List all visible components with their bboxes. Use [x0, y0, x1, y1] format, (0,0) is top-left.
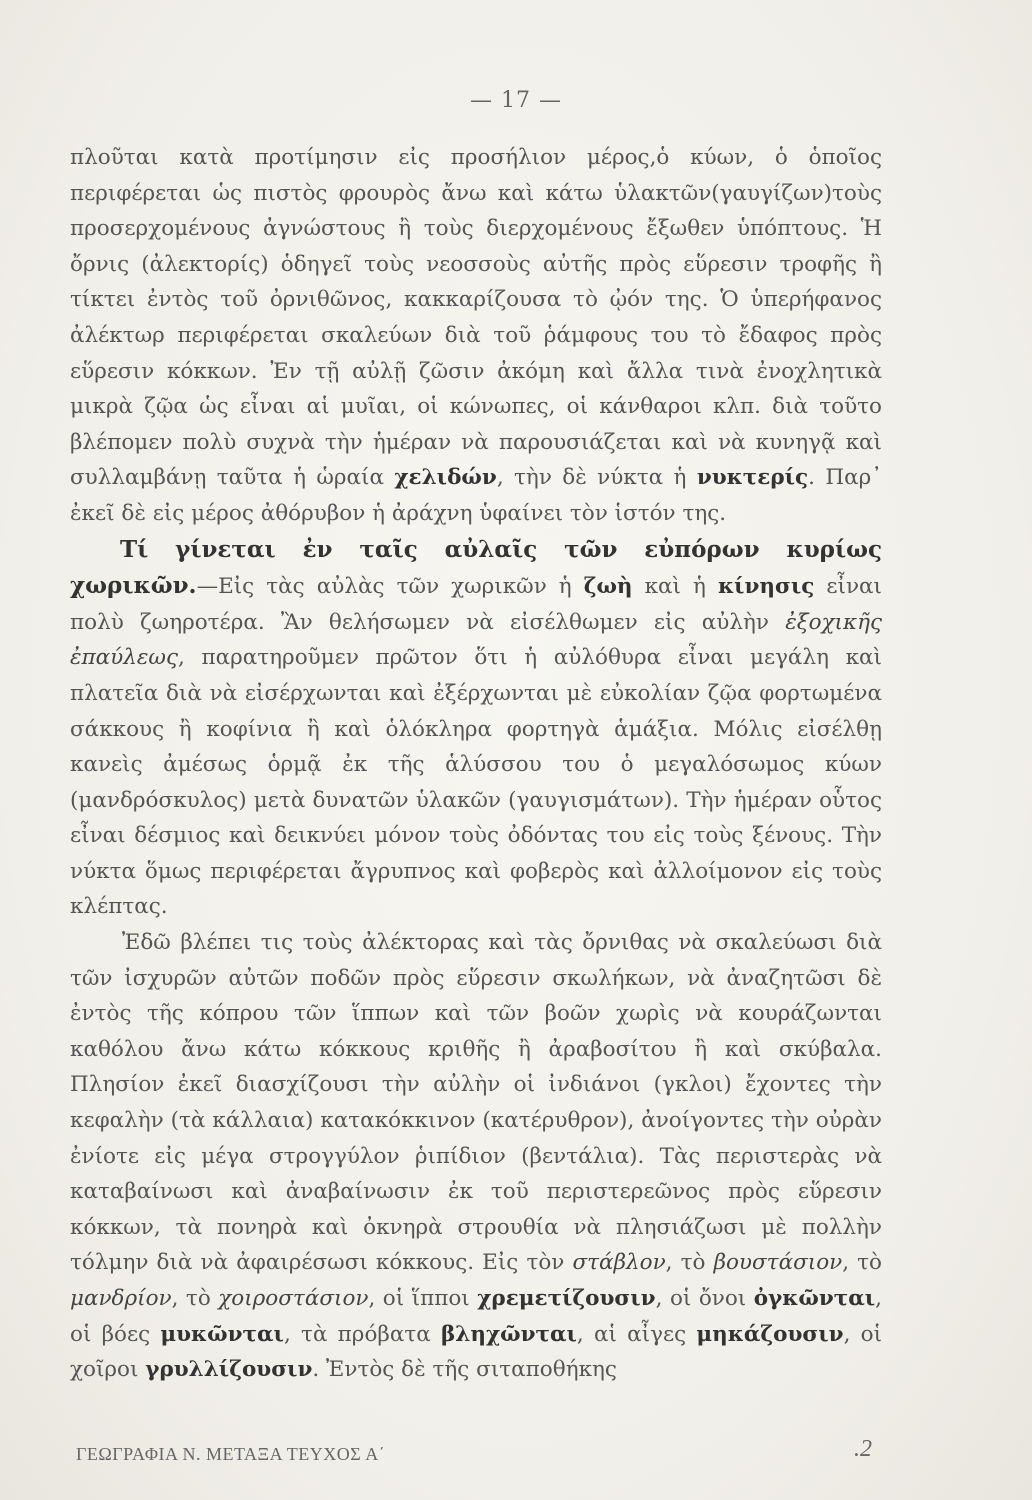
text-run: , παρατηροῦμεν πρῶτον ὅτι ἡ αὐλόθυρα εἶναι μεγάλη καὶ πλατεῖα διὰ νὰ εἰσέρχωνται καὶ ἐξέρχωνται μὲ εὐκολίαν ζῷα φορτωμένα σάκκους ἢ κοφίνια ἢ καὶ ὁλόκληρα φορτηγὰ ἁμάξια. Μόλις εἰσέλθῃ κανεὶς ἀμέσως ὁρμᾷ ἐκ τῆς ἁλύσσου του ὁ μεγαλόσωμος κύων (μανδρόσκυλος) μετὰ δυνατῶν ὑλακῶν (γαυγισμάτων). Τὴν ἡμέραν οὗτος εἶναι δέσμιος καὶ δεικνύει μόνον τοὺς ὀδόντας του εἰς τοὺς ξένους. Τὴν νύκτα ὅμως περιφέρεται ἄγρυπνος καὶ φοβερὸς καὶ ἀλλοίμονον εἰς τοὺς κλέπτας. — [70, 645, 882, 920]
term-bold: νυκτερίς — [696, 465, 809, 491]
term-bold: ζωὴ — [583, 574, 633, 600]
section-heading: Τί γίνεται ἐν ταῖς αὐλαῖς τῶν εὐπόρων κυρίως χωρικῶν. — [70, 535, 882, 600]
term-bold: βληχῶνται — [440, 1321, 577, 1347]
paragraph-2 — [70, 532, 882, 926]
page-body — [70, 140, 882, 1388]
text-run: , τὰ πρόβατα — [283, 1321, 441, 1347]
term-bold: κίνησις — [717, 574, 815, 600]
term-bold: μηκάζουσιν — [696, 1321, 844, 1347]
paragraph-3 — [70, 925, 882, 1388]
term-italic: βουστάσιον — [713, 1250, 843, 1276]
term-italic: μανδρίον — [70, 1286, 172, 1311]
printer-signature: ΓΕΩΓΡΑΦΙΑ Ν. ΜΕΤΑΞΑ ΤΕΥΧΟΣ Α΄ — [76, 1444, 386, 1464]
text-run: , τὸ — [171, 1286, 219, 1311]
text-run: πλοῦται κατὰ προτίμησιν εἰς προσήλιον μέρος,ὁ κύων, ὁ ὁποῖος περιφέρεται ὡς πιστὸς φρουρὸς ἄνω καὶ κάτω ὑλακτῶν(γαυγίζων)τοὺς προσερχομένους ἀγνώστους ἢ τοὺς διερχομένους ἔξωθεν ὑπόπτους. Ἡ ὄρνις (ἀλεκτορίς) ὁδηγεῖ τοὺς νεοσσοὺς αὐτῆς πρὸς εὕρεσιν τροφῆς ἢ τίκτει ἐντὸς τοῦ ὀρνιθῶνος, κακκαρίζουσα τὸ ᾠόν της. Ὁ ὑπερήφανος ἀλέκτωρ περιφέρεται σκαλεύων διὰ τοῦ ῥάμφους του τὸ ἔδαφος πρὸς εὕρεσιν κόκκων. Ἐν τῇ αὐλῇ ζῶσιν ἀκόμη καὶ ἄλλα τινὰ ἐνοχλητικὰ μικρὰ ζῷα ὡς εἶναι αἱ μυῖαι, οἱ κώνωπες, οἱ κάνθαροι κλπ. διὰ τοῦτο βλέπομεν πολὺ συχνὰ τὴν ἡμέραν νὰ παρουσιάζεται καὶ νὰ κυνηγᾷ καὶ συλλαμβάνῃ ταῦτα ἡ ὡραία — [70, 145, 882, 491]
sheet-mark: .2 — [854, 1436, 872, 1462]
term-bold: χρεμετίζουσιν — [477, 1286, 656, 1311]
text-run: εἶναι πολὺ ζωηροτέρα. Ἂν θελήσωμεν νὰ εἰσέλθωμεν εἰς αὐλὴν — [70, 574, 882, 635]
text-run: . Ἐντὸς δὲ τῆς σιταποθήκης — [312, 1357, 617, 1383]
term-italic: ἐξοχικῆς ἐπαύλεως — [70, 609, 882, 671]
text-run: , οἱ χοῖροι — [70, 1321, 883, 1383]
text-run: , οἱ ὄνοι — [655, 1286, 754, 1311]
term-italic: χοιροστάσιον — [218, 1286, 369, 1311]
text-run: , τὴν δὲ νύκτα ἡ — [496, 465, 697, 491]
page-number: — 17 — — [470, 88, 562, 113]
text-run: , οἱ ἵπποι — [368, 1286, 478, 1311]
text-run: . Παρ᾽ ἐκεῖ δὲ εἰς μέρος ἀθόρυβον ἡ ἀράχνη ὑφαίνει τὸν ἱστόν της. — [70, 465, 882, 526]
paragraph-1 — [70, 140, 882, 532]
text-run: καὶ ἡ — [632, 574, 718, 600]
term-bold: χελιδών — [394, 465, 497, 491]
term-bold: γρυλλίζουσιν — [145, 1357, 313, 1383]
text-run: —Εἰς τὰς αὐλὰς τῶν χωρικῶν ἡ — [196, 574, 584, 600]
text-run: Ἐδῶ βλέπει τις τοὺς ἀλέκτορας καὶ τὰς ὄρνιθας νὰ σκαλεύωσι διὰ τῶν ἰσχυρῶν αὐτῶν ποδῶν πρὸς εὕρεσιν σκωλήκων, νὰ ἀναζητῶσι δὲ ἐντὸς τῆς κόπρου τῶν ἵππων καὶ τῶν βοῶν χωρὶς νὰ κουράζωνται καθόλου ἄνω κάτω κόκκους κριθῆς ἢ ἀραβοσίτου ἢ καὶ σκύβαλα. Πλησίον ἐκεῖ διασχίζουσι τὴν αὐλὴν οἱ ἰνδιάνοι (γκλοι) ἔχοντες τὴν κεφαλὴν (τὰ κάλλαια) κατακόκκινον (κατέρυθρον), ἀνοίγοντες τὴν οὐρὰν ἐνίοτε εἰς μέγα στρογγύλον ῥιπίδιον (βεντάλια). Τὰς περιστερὰς νὰ καταβαίνωσι καὶ ἀναβαίνωσιν ἐκ τοῦ περιστερεῶνος πρὸς εὕρεσιν κόκκων, τὰ πονηρὰ καὶ ὀκνηρὰ στρουθία νὰ πλησιάζωσι μὲ πολλὴν τόλμην διὰ νὰ ἀφαιρέσωσι κόκκους. Εἰς τὸν — [70, 930, 882, 1276]
text-run: , τὸ — [842, 1250, 883, 1276]
term-bold: ὀγκῶνται — [753, 1286, 876, 1311]
text-run: , οἱ βόες — [70, 1286, 882, 1347]
text-run: , τὸ — [665, 1250, 714, 1276]
page-footer — [76, 1436, 876, 1470]
term-italic: στάβλον — [572, 1250, 666, 1276]
term-bold: μυκῶνται — [160, 1321, 284, 1347]
text-run: , αἱ αἶγες — [576, 1321, 697, 1347]
